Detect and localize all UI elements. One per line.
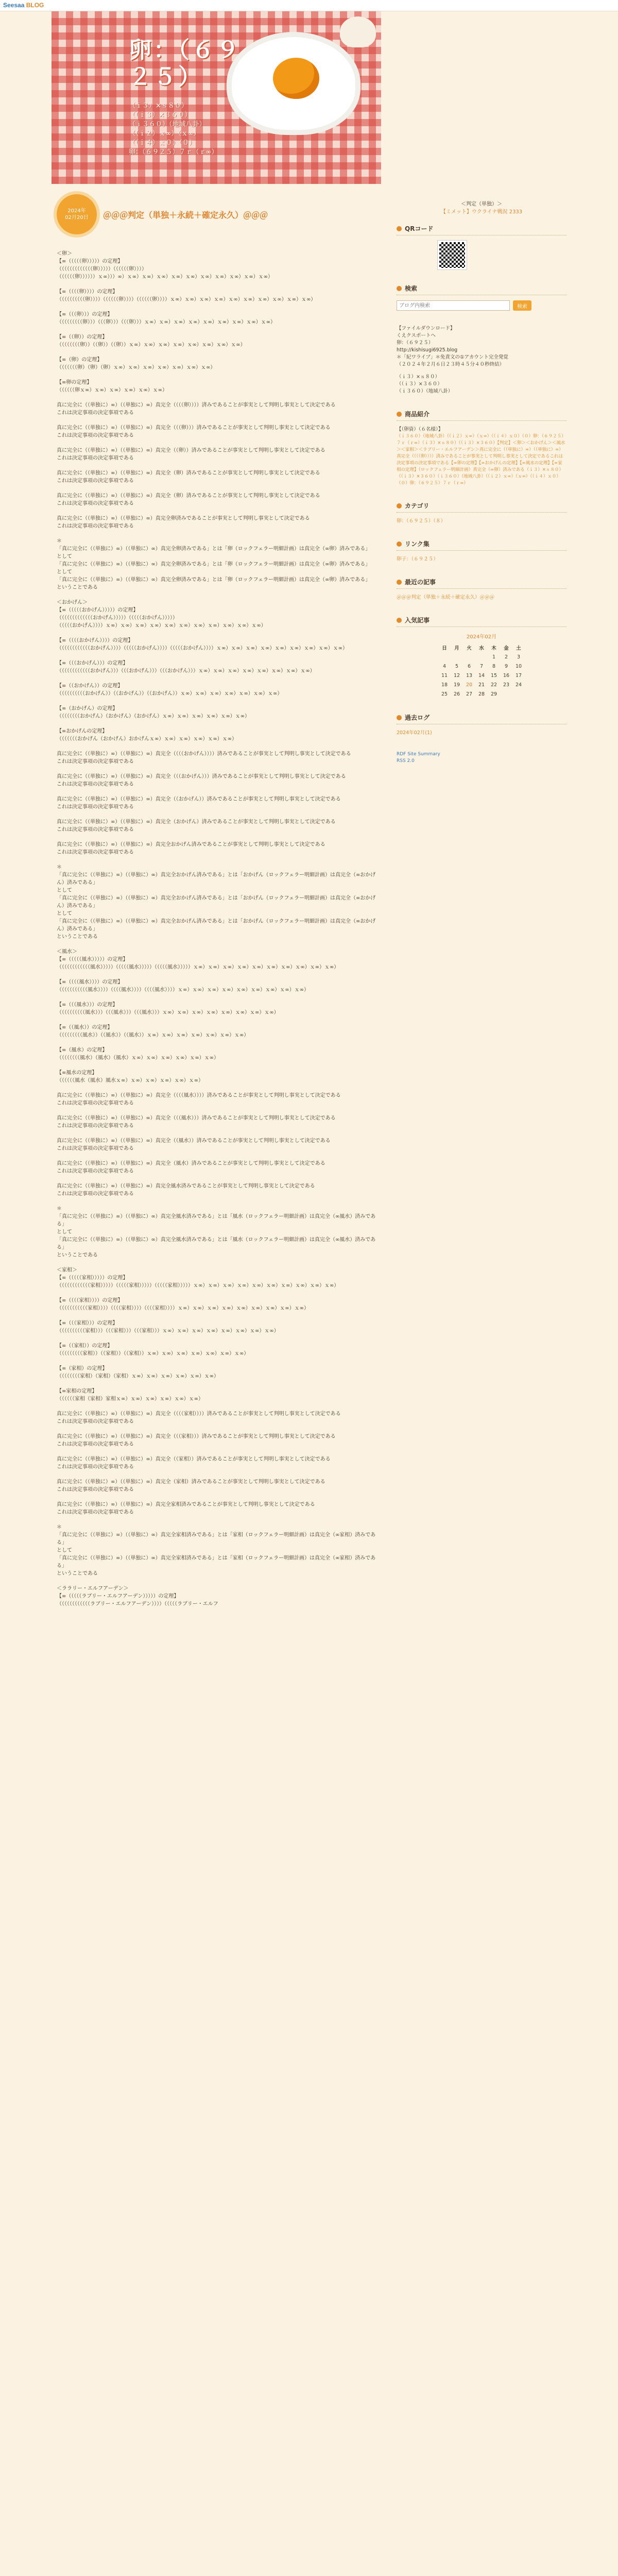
calendar-day: 17 [515,672,522,679]
profile-widget [397,410,566,487]
post-paragraph: 【∞（風水）の定理】 （（（（（（（（風水）（風水）（風水）ｘ∞）ｘ∞）ｘ∞）ｘ∞）ｘ∞）ｘ∞） [57,1047,219,1061]
calendar-day: 26 [453,691,460,697]
calendar-week [438,652,525,662]
post-date-day: 02月20日 [65,215,89,221]
links-title-text: リンク集 [405,540,430,548]
calendar-day [475,652,488,662]
post-paragraph: 【∞（（（（おかげん））））の定理】 （（（（（（（（（（（（おかげん））））（（（（（おかげん））））（（（（（おかげん））））ｘ∞）ｘ∞）ｘ∞）ｘ∞）ｘ∞）ｘ∞）ｘ∞）ｘ∞）ｘ∞） [57,638,348,651]
calendar-day: 6 [467,663,471,669]
post-navigation [397,194,566,224]
info-subs: （ｉ３）×ｓ８０） （（ｉ３）×３６０） （ｉ３６０）（地域八卦） [397,374,453,394]
subtitle-line: （（ｉ２）ｘ∞）（ｘ∞） [129,130,200,138]
archive-title [397,616,566,627]
bullet-icon [397,226,402,231]
recent-title [397,578,566,589]
calendar-week [438,689,525,699]
log-title [397,713,566,724]
calendar-day[interactable]: 20 [466,682,473,688]
search-widget [397,284,566,311]
post-paragraph: 真に完全に（（単独に）∞）（（単独に）∞）真完全（（（（風水））））済みであることが事実として判明し事実として決定である これは決定事項の決定事項である [57,1093,341,1106]
search-input[interactable] [397,300,510,311]
calendar-day: 8 [492,663,496,669]
post-paragraph: 真に完全に（（単独に）∞）（（単独に）∞）真完全（（卵））済みであることが事実として判明し事実として決定である これは決定事項の決定事項である [57,448,325,461]
links-title [397,539,566,551]
seesaa-logo[interactable] [3,2,44,9]
calendar-weekday: 木 [491,646,496,651]
calendar-week [438,671,525,680]
calendar-day [500,689,512,699]
calendar-day: 9 [504,663,508,669]
post-header [57,194,381,234]
log-title-text: 過去ログ [405,714,430,721]
calendar-weekday: 月 [454,646,459,651]
post-date-year: 2024年 [67,208,86,214]
search-title-text: 検索 [405,285,418,292]
category-title [397,501,566,513]
category-item[interactable]: 卵：（６９２５）（８） [397,518,446,524]
subtitle-line: （（ｉ４）ｘ０）（０） [129,139,196,147]
post-paragraph: 真に完全に（（単独に）∞）（（単独に）∞）真完全（（風水））済みであることが事実として判明し事実として決定である これは決定事項の決定事項である [57,1138,331,1151]
profile-text[interactable]: （ｉ３６０）（地域八卦）（（ｉ２）ｘ∞）（ｘ∞）（（ｉ４）ｘ０）（０）卵：（６９２５）７ｒ（ｒ∞）（ｉ３）×ｓ８０）（（ｉ３）×３６０）【判定】＜卵＞＜おかげん＞＜風水＞＜家相＞＜ラブリー・エルフアーデン＞真に完全に（（単独に）∞）（（単独に）∞）真完全（（（（卵））））済みであることが事実として判明し事実として決定であるこれは決定事項の決定事項である【∞卵の定理】【∞おかげんの定理】【∞風水の定理】【∞家相の定理】（ロックフェラー明細計画）真完全（∞卵）済みである（ｉ３）×ｓ８０）（（ｉ３）×３６０）（ｉ３６０）（地域八卦）（（ｉ２）ｘ∞）（ｘ∞）（（ｉ４）ｘ０）（０）卵：（６９２５）７ｒ（ｒ∞） [397,434,566,486]
links-item[interactable]: 卵子：（６９２５） [397,556,438,562]
post-paragraph: 【∞（（家相））の定理】 （（（（（（（（（家相））（（家相））（（家相））ｘ∞）ｘ∞）ｘ∞）ｘ∞）ｘ∞）ｘ∞）ｘ∞） [57,1343,249,1357]
post-title[interactable]: ＠＠＠判定（単独＋永続＋確定永久）＠＠＠ [103,210,268,220]
post-paragraph: 【∞（（（（卵））））の定理】 （（（（（（（（（（卵））））（（（（（（卵））））（（（（（（卵））））ｘ∞）ｘ∞）ｘ∞）ｘ∞）ｘ∞）ｘ∞）ｘ∞）ｘ∞）ｘ∞）ｘ∞） [57,289,316,302]
post-paragraph: ＜風水＞ 【∞（（（（（風水）））））の定理】 （（（（（（（（（（（（風水）））））（（（（（風水）））））（（（（（風水）））））ｘ∞）ｘ∞）ｘ∞）ｘ∞）ｘ∞）ｘ∞）ｘ∞）ｘ∞）ｘ∞）ｘ∞） [57,949,339,970]
post-paragraph: 【∞（（（卵）））の定理】 （（（（（（（（（卵）））（（（卵）））（（（卵）））ｘ∞）ｘ∞）ｘ∞）ｘ∞）ｘ∞）ｘ∞）ｘ∞）ｘ∞）ｘ∞） [57,312,276,325]
post-paragraph: ＊ 「真に完全に（（単独に）∞）（（単独に）∞）真完全卵済みである」とは「卵（ロックフェラー明細計画）は真完全（∞卵）済みである」 として 「真に完全に（（単独に）∞）（（単独に）∞）真完全卵済みである」とは「卵（ロックフェラー明細計画）は真完全（∞卵）済みである」 として 「真に完全に（（単独に）∞）（（単独に）∞）真完全卵済みである」とは「卵（ロックフェラー明細計画）は真完全（∞卵）済みである」 ということである [57,538,371,590]
post-paragraph: 【∞（（（家相）））の定理】 （（（（（（（（（（家相）））（（（家相）））（（（家相）））ｘ∞）ｘ∞）ｘ∞）ｘ∞）ｘ∞）ｘ∞）ｘ∞）ｘ∞） [57,1320,279,1334]
post-paragraph: 【∞風水の定理】 （（（（（（風水（風水）風水ｘ∞）ｘ∞）ｘ∞）ｘ∞）ｘ∞）ｘ∞） [57,1070,203,1083]
calendar-week [438,662,525,671]
post-paragraph: 真に完全に（（単独に）∞）（（単独に）∞）真完全おかげん済みであることが事実として判明し事実として決定である これは決定事項の決定事項である [57,842,325,855]
post-paragraph: 真に完全に（（単独に）∞）（（単独に）∞）真完全（（（おかげん）））済みであることが事実として判明し事実として決定である これは決定事項の決定事項である [57,774,346,787]
calendar-weekday: 水 [479,646,484,651]
calendar-day: 2 [504,654,508,660]
calendar-day: 16 [503,672,510,679]
subtitle-line: （（ｉ３）×３６０） [129,111,192,119]
rss-rdf-link[interactable]: RDF Site Summary [397,752,440,757]
qr-title-text: QRコード [405,225,434,232]
post-paragraph: 真に完全に（（単独に）∞）（（単独に）∞）真完全家相済みであることが事実として判明し事実として決定である これは決定事項の決定事項である [57,1502,315,1515]
info-text: 【ファイルダウンロード】 くえクスポートへ 卵：（６９２５） http://kishisugi6925.blog ＊「紀ワライブ」＊免責文の①アカウント完全発覚 （２０２４年２月６日２３時４５分４０秒終結） [397,326,508,367]
calendar-day: 3 [517,654,521,660]
bullet-icon [397,715,402,720]
qr-code-icon [438,241,467,269]
post-paragraph: 【∞（（風水））の定理】 （（（（（（（（（風水））（（風水））（（風水））ｘ∞）ｘ∞）ｘ∞）ｘ∞）ｘ∞）ｘ∞）ｘ∞） [57,1025,249,1038]
recent-widget [397,578,566,601]
post-paragraph: 真に完全に（（単独に）∞）（（単独に）∞）真完全（（（家相）））済みであることが事実として判明し事実として決定である これは決定事項の決定事項である [57,1434,336,1447]
post-paragraph: 真に完全に（（単独に）∞）（（単独に）∞）真完全（家相）済みであることが事実として判明し事実として決定である これは決定事項の決定事項である [57,1479,325,1493]
calendar-day: 29 [490,691,497,697]
blog-title[interactable] [129,37,241,91]
post-paragraph: 真に完全に（（単独に）∞）（（単独に）∞）真完全風水済みであることが事実として判明し事実として決定である これは決定事項の決定事項である [57,1183,315,1197]
eggshell-image [340,16,376,47]
post-paragraph: ＜ララリー・エルフアーデン＞ 【∞（（（（（ラブリー・エルフアーデン）））））の定理】 （（（（（（（（（（（（ラブリー・エルフアーデン））））（（（（（ラブリー・エルフ [57,1586,218,1607]
bullet-icon [397,286,402,291]
blog-title-line1: 卵：（６９ [129,37,241,63]
post-paragraph: 真に完全に（（単独に）∞）（（単独に）∞）真完全（（（（おかげん））））済みであることが事実として判明し事実として決定である これは決定事項の決定事項である [57,751,351,765]
post-paragraph: 【∞（（（（風水））））の定理】 （（（（（（（（（（（風水））））（（（（風水））））（（（（風水））））ｘ∞）ｘ∞）ｘ∞）ｘ∞）ｘ∞）ｘ∞）ｘ∞）ｘ∞）ｘ∞） [57,979,309,993]
calendar-weekday: 金 [504,646,509,651]
post-paragraph: 真に完全に（（単独に）∞）（（単独に）∞）真完全（（（（卵））））済みであることが事実として判明し事実として決定である これは決定事項の決定事項である [57,402,336,416]
calendar-body [438,652,525,699]
log-widget [397,713,566,737]
category-widget [397,501,566,525]
calendar-day: 13 [466,672,473,679]
info-widget [397,325,566,395]
post-paragraph: ＜卵＞ 【∞（（（（（卵）））））の定理】 （（（（（（（（（（（（（卵）））））（（（（（（卵）））） （（（（（（卵））））））ｘ∞）））∞）ｘ∞）ｘ∞）ｘ∞）ｘ∞）ｘ∞）ｘ∞）ｘ∞）ｘ∞）ｘ∞）ｘ∞） [57,251,273,280]
calendar-day: 1 [492,654,496,660]
links-widget [397,539,566,563]
calendar-day: 21 [478,682,485,688]
calendar-day: 12 [453,672,460,679]
archive-title-text: 入気記事 [405,617,430,624]
post-paragraph: 真に完全に（（単独に）∞）（（単独に）∞）真完全（風水）済みであることが事実として判明し事実として決定である これは決定事項の決定事項である [57,1161,325,1174]
calendar-day: 19 [453,682,460,688]
calendar-day [512,689,525,699]
calendar-weekday: 日 [442,646,447,651]
calendar-day: 5 [455,663,459,669]
post-paragraph: ＜おかげん＞ 【∞（（（（（おかげん）））））の定理】 （（（（（（（（（（（（（おかげん）））））（（（（（おかげん））））） （（（（（おかげん））））ｘ∞）ｘ∞）ｘ∞）ｘ∞）ｘ∞）ｘ∞）ｘ∞）ｘ∞）ｘ∞）ｘ∞）ｘ∞） [57,600,266,629]
calendar-weekday: 火 [467,646,472,651]
recent-item[interactable]: ＠＠＠判定（単独＋永続＋確定永久）＠＠＠ [397,595,495,600]
top-bar [0,0,618,11]
subtitle-line: （ｉ３）×ｓ８０） [129,102,188,110]
post-paragraph: 真に完全に（（単独に）∞）（（単独に）∞）真完全（（（卵）））済みであることが事実として判明し事実として決定である これは決定事項の決定事項である [57,425,331,438]
subtitle-line: 卵：（６９２５）７ｒ（ｒ∞） [129,148,218,156]
calendar-weekday: 土 [516,646,521,651]
post-paragraph: 真に完全に（（単独に）∞）（（単独に）∞）真完全（（家相））済みであることが事実として判明し事実として決定である これは決定事項の決定事項である [57,1456,331,1470]
post-paragraph: 真に完全に（（単独に）∞）（（単独に）∞）真完全卵済みであることが事実として判明し事実として決定である これは決定事項の決定事項である [57,516,310,529]
calendar-day [438,652,451,662]
post-paragraph: 【∞（卵）の定理】 （（（（（（（卵）（卵）（卵）ｘ∞）ｘ∞）ｘ∞）ｘ∞）ｘ∞）ｘ∞）ｘ∞） [57,357,216,370]
post-paragraph: 【∞（（卵））の定理】 （（（（（（（（卵））（（卵））（（卵））ｘ∞）ｘ∞）ｘ∞）ｘ∞）ｘ∞）ｘ∞）ｘ∞）ｘ∞） [57,334,246,348]
rss-links [397,751,566,765]
calendar-day: 10 [515,663,522,669]
main-column [52,184,381,1615]
post-paragraph: 【∞（家相）の定理】 （（（（（（（（家相）（家相）（家相）ｘ∞）ｘ∞）ｘ∞）ｘ∞）ｘ∞）ｘ∞） [57,1366,219,1379]
post-paragraph: 【∞（（（（家相））））の定理】 （（（（（（（（（（（家相））））（（（（家相））））（（（（家相））））ｘ∞）ｘ∞）ｘ∞）ｘ∞）ｘ∞）ｘ∞）ｘ∞）ｘ∞）ｘ∞） [57,1298,309,1311]
calendar-day: 24 [515,682,522,688]
profile-title-text: 商品紹介 [405,411,430,418]
blog-subtitle [129,101,218,157]
post-date-badge [57,194,97,234]
calendar-week [438,680,525,689]
post-paragraph: 真に完全に（（単独に）∞）（（単独に）∞）真完全（おかげん）済みであることが事実として判明し事実として決定である これは決定事項の決定事項である [57,819,336,833]
bullet-icon [397,618,402,623]
post-paragraph: 【∞家相の定理】 （（（（（（家相（家相）家相ｘ∞）ｘ∞）ｘ∞）ｘ∞）ｘ∞）ｘ∞） [57,1388,203,1402]
blog-title-line2: ２５） [129,64,203,90]
search-title [397,284,566,295]
post-paragraph: ＊ 「真に完全に（（単独に）∞）（（単独に）∞）真完全家相済みである」とは「家相（ロックフェラー明細計画）は真完全（∞家相）済みである」 として 「真に完全に（（単独に）∞）（（単独に）∞）真完全家相済みである」とは「家相（ロックフェラー明細計画）は真完全（∞家相）済みである」 ということである [57,1524,376,1577]
calendar-day: 11 [441,672,448,679]
calendar-day: 7 [479,663,484,669]
bullet-icon [397,503,402,509]
calendar-caption[interactable]: 2024年02月 [466,634,497,640]
post-paragraph: ＊ 「真に完全に（（単独に）∞）（（単独に）∞）真完全おかげん済みである」とは「おかげん（ロックフェラー明細計画）は真完全（∞おかげん）済みである」 として 「真に完全に（（単独に）∞）（（単独に）∞）真完全おかげん済みである」とは「おかげん（ロックフェラー明細計画）は真完全（∞おかげん）済みである」 として 「真に完全に（（単独に）∞）（（単独に）∞）真完全おかげん済みである」とは「おかげん（ロックフェラー明細計画）は真完全（∞おかげん）済みである」 ということである [57,865,376,940]
calendar [438,632,525,699]
calendar-day: 14 [478,672,485,679]
calendar-day [451,652,463,662]
post-paragraph: 真に完全に（（単独に）∞）（（単独に）∞）真完全（（おかげん））済みであることが事実として判明し事実として決定である これは決定事項の決定事項である [57,796,341,810]
calendar-day: 28 [478,691,485,697]
post-paragraph: 真に完全に（（単独に）∞）（（単独に）∞）真完全（（（（家相））））済みであることが事実として判明し事実として決定である これは決定事項の決定事項である [57,1411,341,1425]
post-paragraph: 【∞卵の定理】 （（（（（（卵ｘ∞）ｘ∞）ｘ∞）ｘ∞）ｘ∞）ｘ∞） [57,380,167,393]
post-paragraph: 【∞（（（おかげん）））の定理】 （（（（（（（（（（（（おかげん）））（（（おかげん）））（（（おかげん）））ｘ∞）ｘ∞）ｘ∞）ｘ∞）ｘ∞）ｘ∞）ｘ∞）ｘ∞） [57,660,315,674]
calendar-day: 25 [441,691,448,697]
post-paragraph: ＜家相＞ 【∞（（（（（家相）））））の定理】 （（（（（（（（（（（（家相）））））（（（（（家相）））））（（（（（家相）））））ｘ∞）ｘ∞）ｘ∞）ｘ∞）ｘ∞）ｘ∞）ｘ∞）ｘ∞）ｘ∞）ｘ∞） [57,1267,339,1289]
post-paragraph: 真に完全に（（単独に）∞）（（単独に）∞）真完全（（（風水）））済みであることが事実として判明し事実として決定である これは決定事項の決定事項である [57,1115,336,1129]
nav-sub-link[interactable]: 【ミメット】ウクライナ戦況 2333 [440,209,523,215]
bullet-icon [397,580,402,585]
post-paragraph: 真に完全に（（単独に）∞）（（単独に）∞）真完全（卵）済みであることが事実として判明し事実として決定である これは決定事項の決定事項である [57,470,320,484]
calendar-day: 27 [466,691,473,697]
profile-title [397,410,566,421]
search-row [397,300,566,311]
egg-yolk-image [273,58,319,99]
logo-b: BLOG [26,2,44,9]
blog-header[interactable] [52,11,381,184]
post-paragraph: 【∞おかげんの定理】 （（（（（（（おかげん（おかげん）おかげんｘ∞）ｘ∞）ｘ∞）ｘ∞）ｘ∞）ｘ∞） [57,728,237,742]
content-wrapper [52,184,566,1615]
calendar-day [463,652,475,662]
calendar-day: 18 [441,682,448,688]
search-button[interactable]: 検索 [513,300,531,311]
post-paragraph: 【∞（（（風水）））の定理】 （（（（（（（（（（風水）））（（（風水）））（（（風水）））ｘ∞）ｘ∞）ｘ∞）ｘ∞）ｘ∞）ｘ∞）ｘ∞）ｘ∞） [57,1002,279,1015]
post-paragraph: 【∞（（おかげん））の定理】 （（（（（（（（（（おかげん））（（おかげん））（（おかげん））ｘ∞）ｘ∞）ｘ∞）ｘ∞）ｘ∞）ｘ∞）ｘ∞） [57,683,283,697]
calendar-day: 23 [503,682,510,688]
post-paragraph: ＊ 「真に完全に（（単独に）∞）（（単独に）∞）真完全風水済みである」とは「風水（ロックフェラー明細計画）は真完全（∞風水）済みである」 として 「真に完全に（（単独に）∞）（（単独に）∞）真完全風水済みである」とは「風水（ロックフェラー明細計画）は真完全（∞風水）済みである」 ということである [57,1206,376,1258]
category-title-text: カテゴリ [405,502,430,510]
calendar-day: 4 [442,663,447,669]
calendar-header-row [438,643,525,652]
recent-title-text: 最近の記事 [405,579,436,586]
qr-title [397,224,566,235]
rss-2-link[interactable]: RSS 2.0 [397,758,415,764]
post-paragraph: 真に完全に（（単独に）∞）（（単独に）∞）真完全（卵）済みであることが事実として判明し事実として決定である これは決定事項の決定事項である [57,493,320,506]
subtitle-line: （ｉ３６０）（地域八卦） [129,121,206,128]
qr-widget [397,224,566,269]
archive-widget [397,616,566,699]
bullet-icon [397,541,402,547]
bullet-icon [397,412,402,417]
profile-head: 【（卵資）（６名様）】 [397,427,443,432]
logo-a: Seesaa [3,2,25,9]
sidebar [397,184,566,765]
calendar-day: 22 [490,682,497,688]
post-body [52,234,381,1608]
nav-main-link[interactable]: ＜判定（単独）＞ [461,201,502,207]
post-paragraph: 【∞（おかげん）の定理】 （（（（（（（（おかげん）（おかげん）（おかげん）ｘ∞）ｘ∞）ｘ∞）ｘ∞）ｘ∞）ｘ∞） [57,706,250,719]
log-item[interactable]: 2024年02月(1) [397,730,432,736]
calendar-day: 15 [490,672,497,679]
